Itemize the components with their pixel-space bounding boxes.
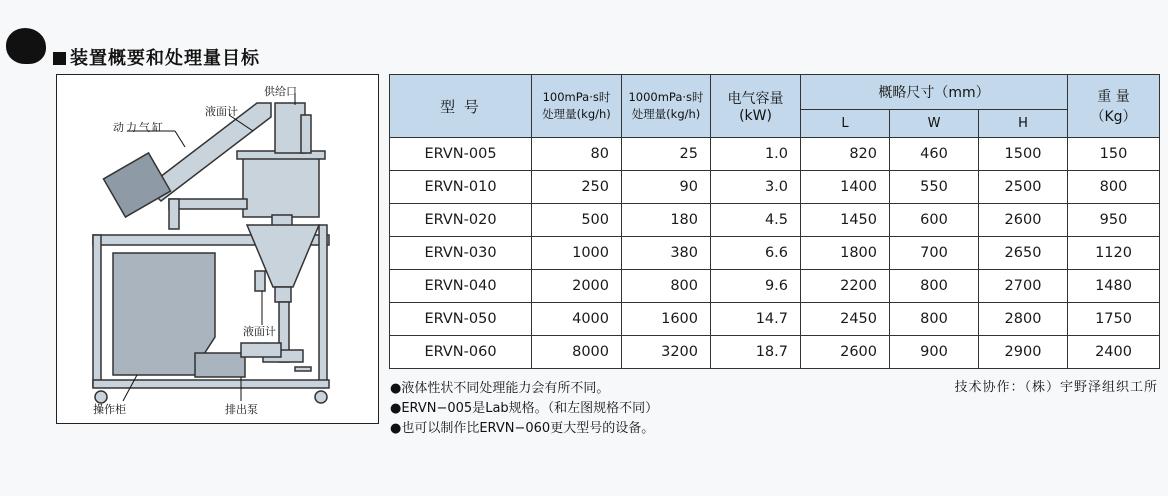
cell-model: ERVN-040 [390,270,532,303]
cell-weight: 2400 [1068,336,1160,369]
table-row [390,303,1160,336]
cell-l: 2200 [801,270,890,303]
table-row [390,138,1160,171]
equipment-diagram [56,74,379,424]
header-power [711,75,801,138]
cell-l: 2450 [801,303,890,336]
cell-cap100: 4000 [532,303,622,336]
cell-weight: 150 [1068,138,1160,171]
header-cap100 [532,75,622,138]
cell-l: 2600 [801,336,890,369]
header-cap1000-line1: 1000mPa·s时 [628,90,704,104]
cell-power: 14.7 [711,303,801,336]
label-level-meter-top: 液面计 [205,105,238,118]
cell-h: 1500 [979,138,1068,171]
cell-power: 3.0 [711,171,801,204]
cell-weight: 800 [1068,171,1160,204]
header-dim-l: L [801,110,890,138]
square-bullet-icon [53,52,66,65]
cell-h: 2800 [979,303,1068,336]
cell-model: ERVN-020 [390,204,532,237]
label-level-meter-bottom: 液面计 [243,325,276,338]
cell-model: ERVN-010 [390,171,532,204]
cell-cap100: 2000 [532,270,622,303]
cell-cap1000: 90 [622,171,711,204]
header-model: 型 号 [390,75,532,138]
header-weight-line1: 重 量 [1097,89,1130,105]
note-1: ●液体性状不同处理能力会有所不同。 [390,381,610,396]
spec-table [389,74,1160,369]
cell-model: ERVN-050 [390,303,532,336]
label-control-cabinet: 操作柜 [93,403,126,416]
header-power-line2: (kW) [739,108,772,124]
cell-power: 9.6 [711,270,801,303]
cell-power: 1.0 [711,138,801,171]
note-3: ●也可以制作比ERVN−060更大型号的设备。 [390,421,655,436]
cell-cap100: 500 [532,204,622,237]
cell-w: 700 [890,237,979,270]
section-title-text: 装置概要和处理量目标 [70,48,260,69]
note-2: ●ERVN−005是Lab规格。（和左图规格不同） [390,401,659,416]
equipment-drawing [57,75,378,423]
cell-h: 2650 [979,237,1068,270]
cell-power: 6.6 [711,237,801,270]
cell-model: ERVN-005 [390,138,532,171]
cell-l: 1800 [801,237,890,270]
label-discharge-pump: 排出泵 [225,403,258,416]
label-supply-port: 供给口 [264,85,297,98]
cell-w: 800 [890,303,979,336]
table-row [390,204,1160,237]
header-cap1000-line2: 处理量(kg/h) [631,107,701,121]
decorative-blob [6,28,46,64]
cell-l: 1400 [801,171,890,204]
cell-w: 550 [890,171,979,204]
cell-weight: 1750 [1068,303,1160,336]
cell-cap1000: 1600 [622,303,711,336]
cell-cap100: 80 [532,138,622,171]
section-title [53,44,260,70]
header-cap100-line2: 处理量(kg/h) [542,107,611,121]
cell-l: 1450 [801,204,890,237]
header-cap100-line1: 100mPa·s时 [542,90,611,104]
cell-w: 460 [890,138,979,171]
cell-cap1000: 800 [622,270,711,303]
cell-cap1000: 180 [622,204,711,237]
cell-l: 820 [801,138,890,171]
cell-model: ERVN-060 [390,336,532,369]
header-dim-w: W [890,110,979,138]
header-cap1000 [622,75,711,138]
cell-cap1000: 380 [622,237,711,270]
header-weight [1068,75,1160,138]
cell-cap1000: 25 [622,138,711,171]
cell-cap100: 8000 [532,336,622,369]
cell-weight: 1480 [1068,270,1160,303]
table-row [390,171,1160,204]
cell-cap1000: 3200 [622,336,711,369]
cell-weight: 1120 [1068,237,1160,270]
label-air-cylinder: 动力气缸 [113,121,165,134]
cell-cap100: 250 [532,171,622,204]
technical-credit: 技术协作：（株）宇野泽组织工所 [954,380,1158,395]
header-weight-line2: （Kg） [1090,109,1137,125]
cell-h: 2700 [979,270,1068,303]
cell-power: 4.5 [711,204,801,237]
cell-h: 2500 [979,171,1068,204]
cell-model: ERVN-030 [390,237,532,270]
cell-power: 18.7 [711,336,801,369]
header-dim-h: H [979,110,1068,138]
cell-w: 600 [890,204,979,237]
header-power-line1: 电气容量 [727,91,784,107]
table-row [390,336,1160,369]
cell-w: 900 [890,336,979,369]
cell-h: 2600 [979,204,1068,237]
cell-cap100: 1000 [532,237,622,270]
header-dimensions: 概略尺寸（mm） [801,75,1068,110]
table-row [390,270,1160,303]
table-row [390,237,1160,270]
cell-weight: 950 [1068,204,1160,237]
cell-h: 2900 [979,336,1068,369]
cell-w: 800 [890,270,979,303]
